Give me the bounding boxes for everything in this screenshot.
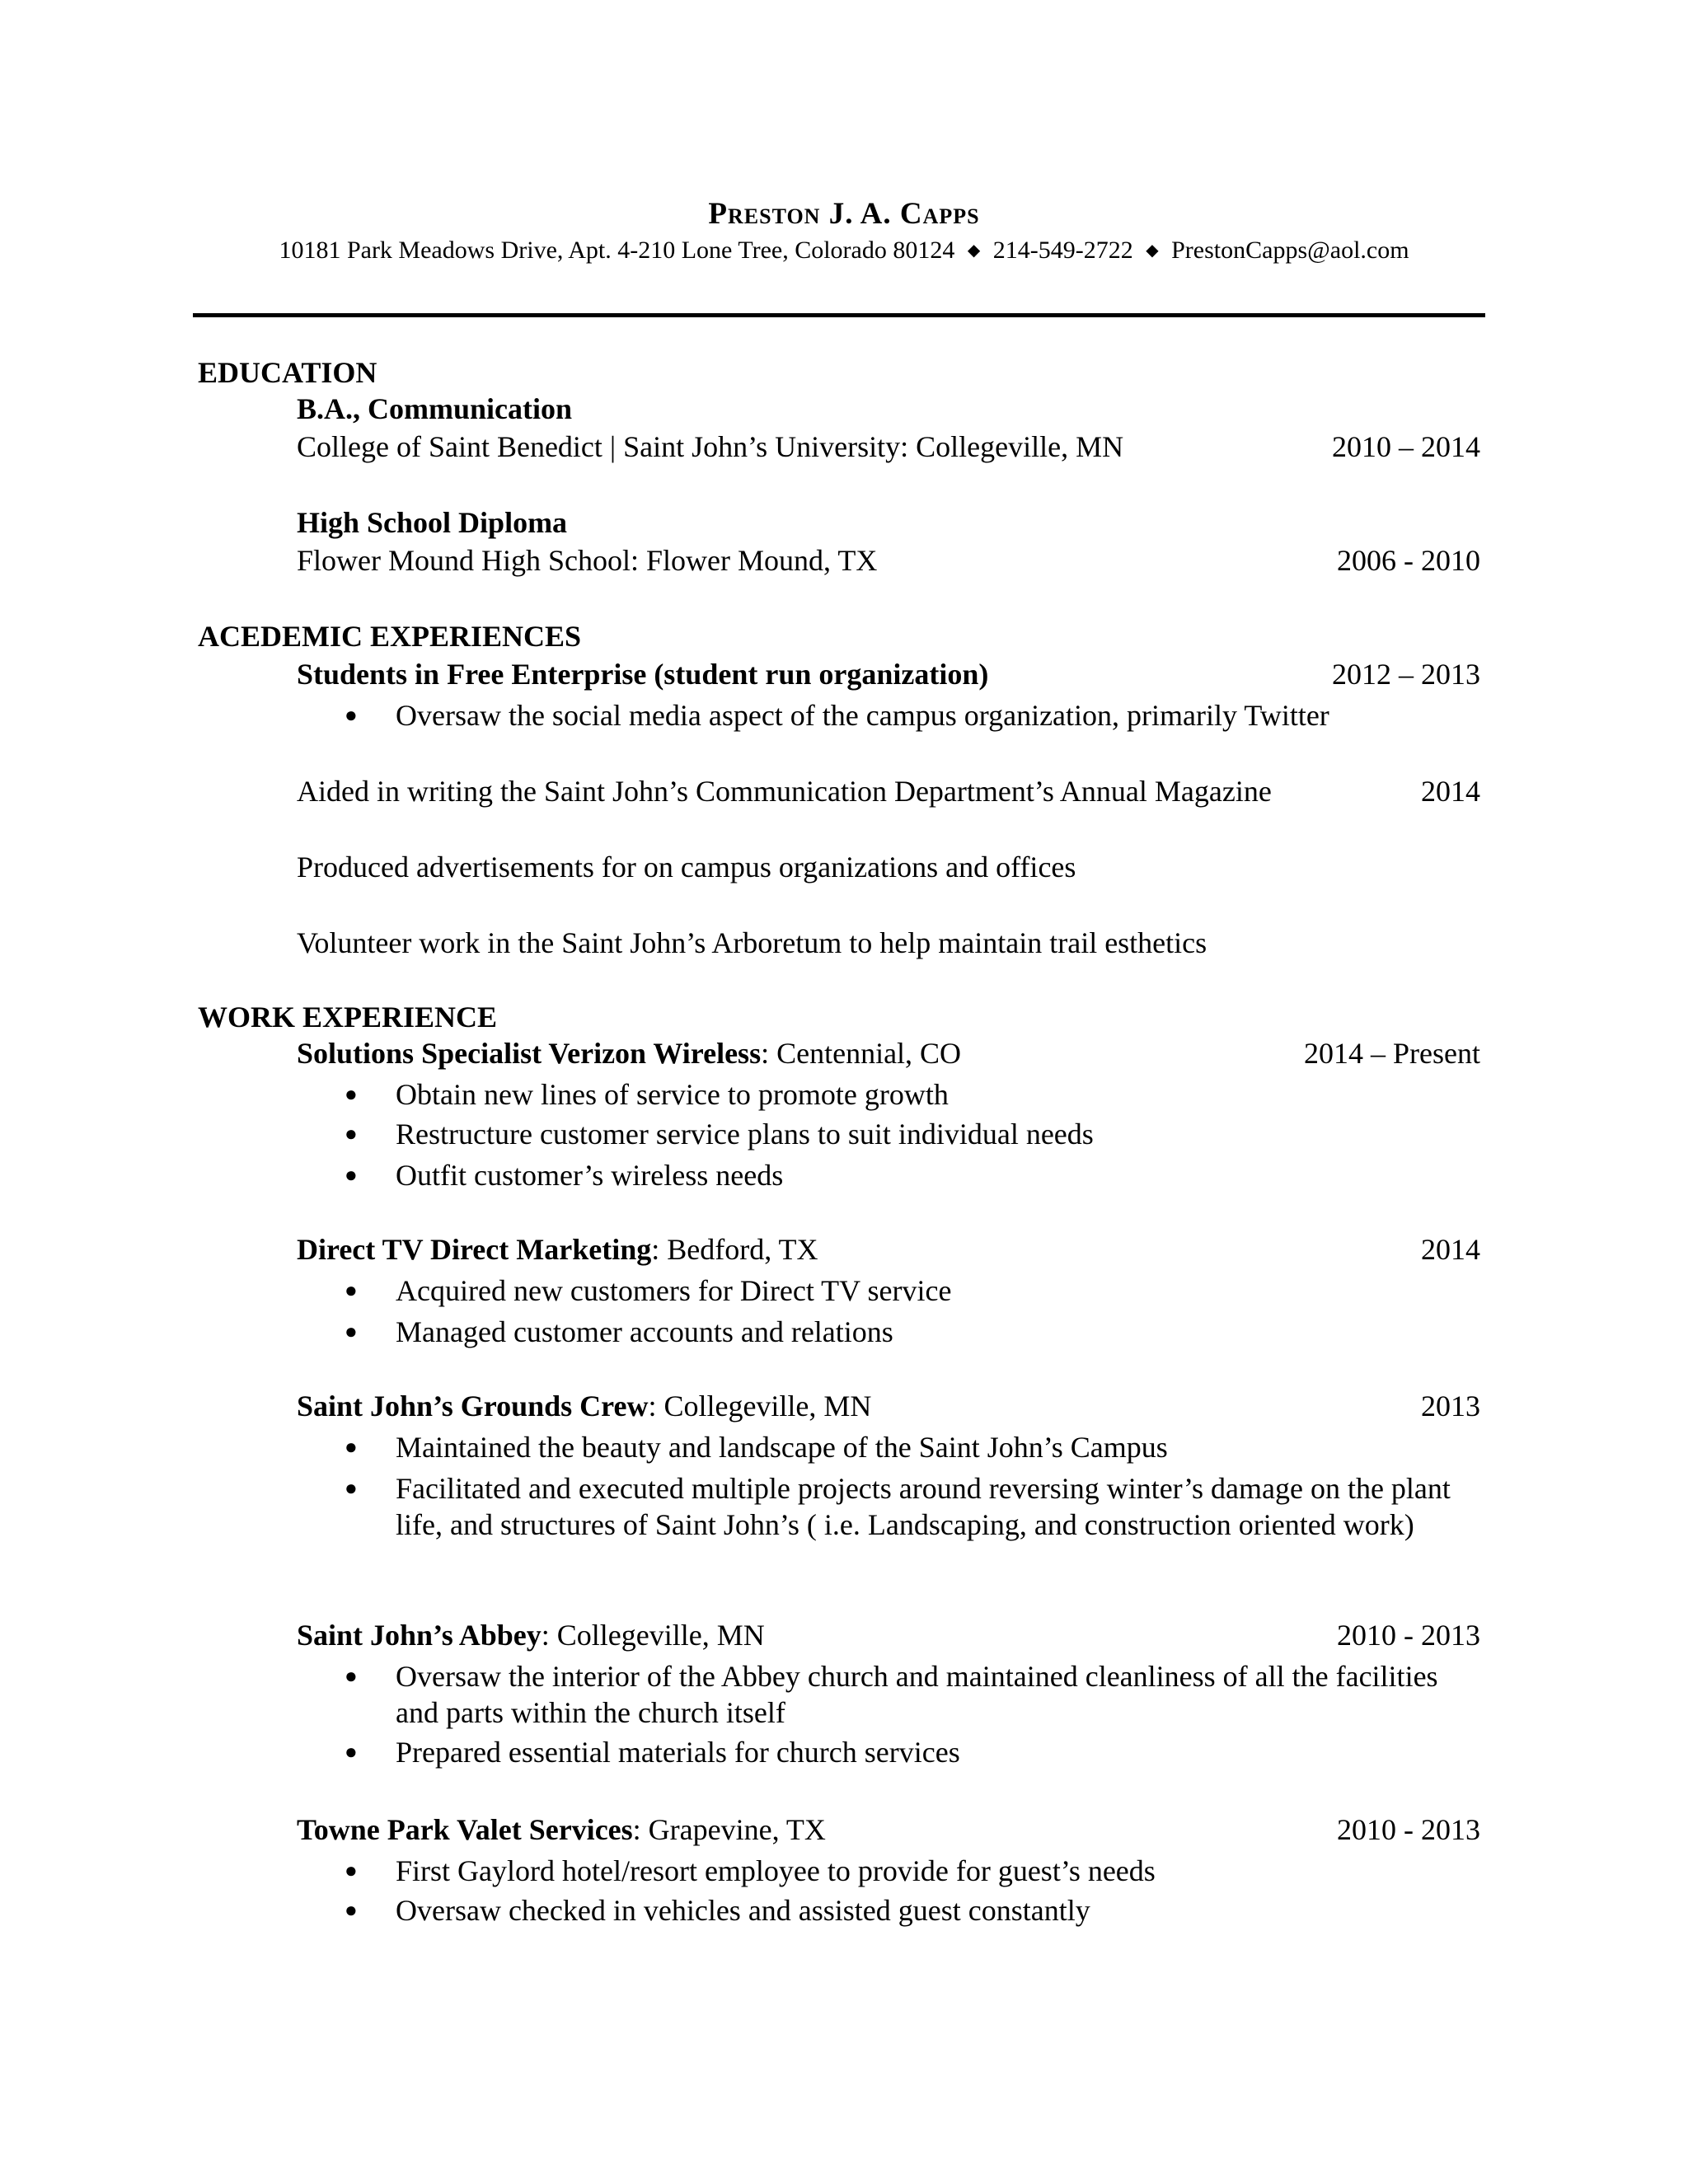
list-item — [345, 1429, 1457, 1465]
degree-hs — [297, 504, 1480, 541]
dates: 2006 - 2010 — [1337, 544, 1480, 577]
bullet-text: Maintained the beauty and landscape of the Saint John’s Campus — [396, 1431, 1168, 1464]
degree-title: High School Diploma — [297, 506, 568, 539]
bullet-icon: ● — [345, 1435, 358, 1459]
degree-title: B.A., Communication — [297, 392, 573, 425]
list-item — [345, 1734, 1457, 1770]
contact-line — [0, 234, 1688, 267]
school-hs — [297, 542, 1480, 579]
bullet-text: Restructure customer service plans to suit individual needs — [396, 1118, 1094, 1151]
job-title: Direct TV Direct Marketing — [297, 1233, 652, 1266]
dates: 2010 - 2013 — [1337, 1619, 1480, 1652]
phone: 214-549-2722 — [992, 237, 1133, 264]
magazine-entry — [297, 773, 1480, 809]
resume-header — [0, 196, 1688, 267]
list-item — [345, 1157, 1457, 1193]
list-item — [345, 697, 1457, 733]
org-title: Students in Free Enterprise (student run organization) — [297, 658, 989, 691]
job-directtv — [297, 1231, 1480, 1268]
dates: 2013 — [1421, 1390, 1480, 1422]
job-grounds-crew — [297, 1388, 1480, 1424]
education-heading: EDUCATION — [198, 356, 377, 389]
school-name: Flower Mound High School: Flower Mound, TX — [297, 544, 878, 577]
dates: 2010 - 2013 — [1337, 1813, 1480, 1846]
org-entry — [297, 656, 1480, 692]
bullet-text: Managed customer accounts and relations — [396, 1315, 893, 1348]
dates: 2014 — [1421, 775, 1480, 808]
bullet-icon: ● — [345, 1278, 358, 1302]
list-item — [345, 1892, 1457, 1929]
work-heading: WORK EXPERIENCE — [198, 1001, 498, 1033]
list-item — [345, 1076, 1457, 1113]
job-title: Towne Park Valet Services — [297, 1813, 633, 1846]
list-item — [345, 1314, 1457, 1350]
activity-text: Volunteer work in the Saint John’s Arboretum to help maintain trail esthetics — [297, 926, 1207, 959]
job-verizon — [297, 1035, 1480, 1071]
activity-text: Produced advertisements for on campus organizations and offices — [297, 851, 1076, 883]
list-item — [345, 1470, 1457, 1543]
bullet-text: Facilitated and executed multiple projects around reversing winter’s damage on the plant life, and structures of Saint John’s ( i.e. Landscaping, and construction oriented work) — [396, 1472, 1451, 1541]
bullet-icon: ● — [345, 1163, 358, 1187]
dates: 2014 – Present — [1304, 1037, 1480, 1070]
bullet-icon: ● — [345, 1858, 358, 1882]
job-location: : Grapevine, TX — [632, 1813, 826, 1846]
list-item — [345, 1272, 1457, 1309]
job-abbey — [297, 1617, 1480, 1653]
bullet-icon: ● — [345, 1082, 358, 1106]
header-divider — [193, 313, 1485, 317]
job-title: Saint John’s Grounds Crew — [297, 1390, 649, 1422]
bullet-icon: ● — [345, 1898, 358, 1922]
degree-ba — [297, 391, 1480, 427]
bullet-icon: ● — [345, 1122, 358, 1146]
dates: 2010 – 2014 — [1332, 430, 1480, 463]
school-college — [297, 429, 1480, 465]
list-item — [345, 1658, 1457, 1731]
address: 10181 Park Meadows Drive, Apt. 4-210 Lone Tree, Colorado 80124 — [279, 237, 955, 264]
job-location: : Collegeville, MN — [541, 1619, 765, 1652]
bullet-icon: ● — [345, 1476, 358, 1500]
bullet-icon: ● — [345, 1664, 358, 1688]
dates: 2012 – 2013 — [1332, 658, 1480, 691]
bullet-text: Oversaw the interior of the Abbey church and maintained cleanliness of all the facilities and parts within the church itself — [396, 1660, 1438, 1729]
bullet-icon: ● — [345, 703, 358, 727]
bullet-text: Prepared essential materials for church services — [396, 1736, 960, 1769]
list-item — [345, 1853, 1457, 1889]
bullet-text: Obtain new lines of service to promote growth — [396, 1078, 949, 1111]
candidate-name: Preston J. A. Capps — [708, 197, 980, 231]
email: PrestonCapps@aol.com — [1171, 237, 1409, 264]
academic-heading: ACEDEMIC EXPERIENCES — [198, 620, 582, 653]
diamond-separator-icon: ◆ — [1146, 241, 1159, 260]
bullet-text: Outfit customer’s wireless needs — [396, 1159, 784, 1192]
job-location: : Bedford, TX — [651, 1233, 818, 1266]
job-location: : Centennial, CO — [761, 1037, 962, 1070]
list-item — [345, 1116, 1457, 1152]
bullet-text: Oversaw checked in vehicles and assisted guest constantly — [396, 1894, 1090, 1927]
bullet-icon: ● — [345, 1740, 358, 1764]
job-towne-park — [297, 1811, 1480, 1848]
bullet-text: Oversaw the social media aspect of the campus organization, primarily Twitter — [396, 699, 1329, 732]
bullet-text: Acquired new customers for Direct TV service — [396, 1274, 952, 1307]
dates: 2014 — [1421, 1233, 1480, 1266]
diamond-separator-icon: ◆ — [967, 241, 981, 260]
activity-text: Aided in writing the Saint John’s Communication Department’s Annual Magazine — [297, 775, 1272, 808]
bullet-text: First Gaylord hotel/resort employee to provide for guest’s needs — [396, 1854, 1156, 1887]
job-title: Solutions Specialist Verizon Wireless — [297, 1037, 762, 1070]
school-name: College of Saint Benedict | Saint John’s University: Collegeville, MN — [297, 430, 1124, 463]
bullet-icon: ● — [345, 1319, 358, 1343]
job-title: Saint John’s Abbey — [297, 1619, 542, 1652]
job-location: : Collegeville, MN — [648, 1390, 872, 1422]
